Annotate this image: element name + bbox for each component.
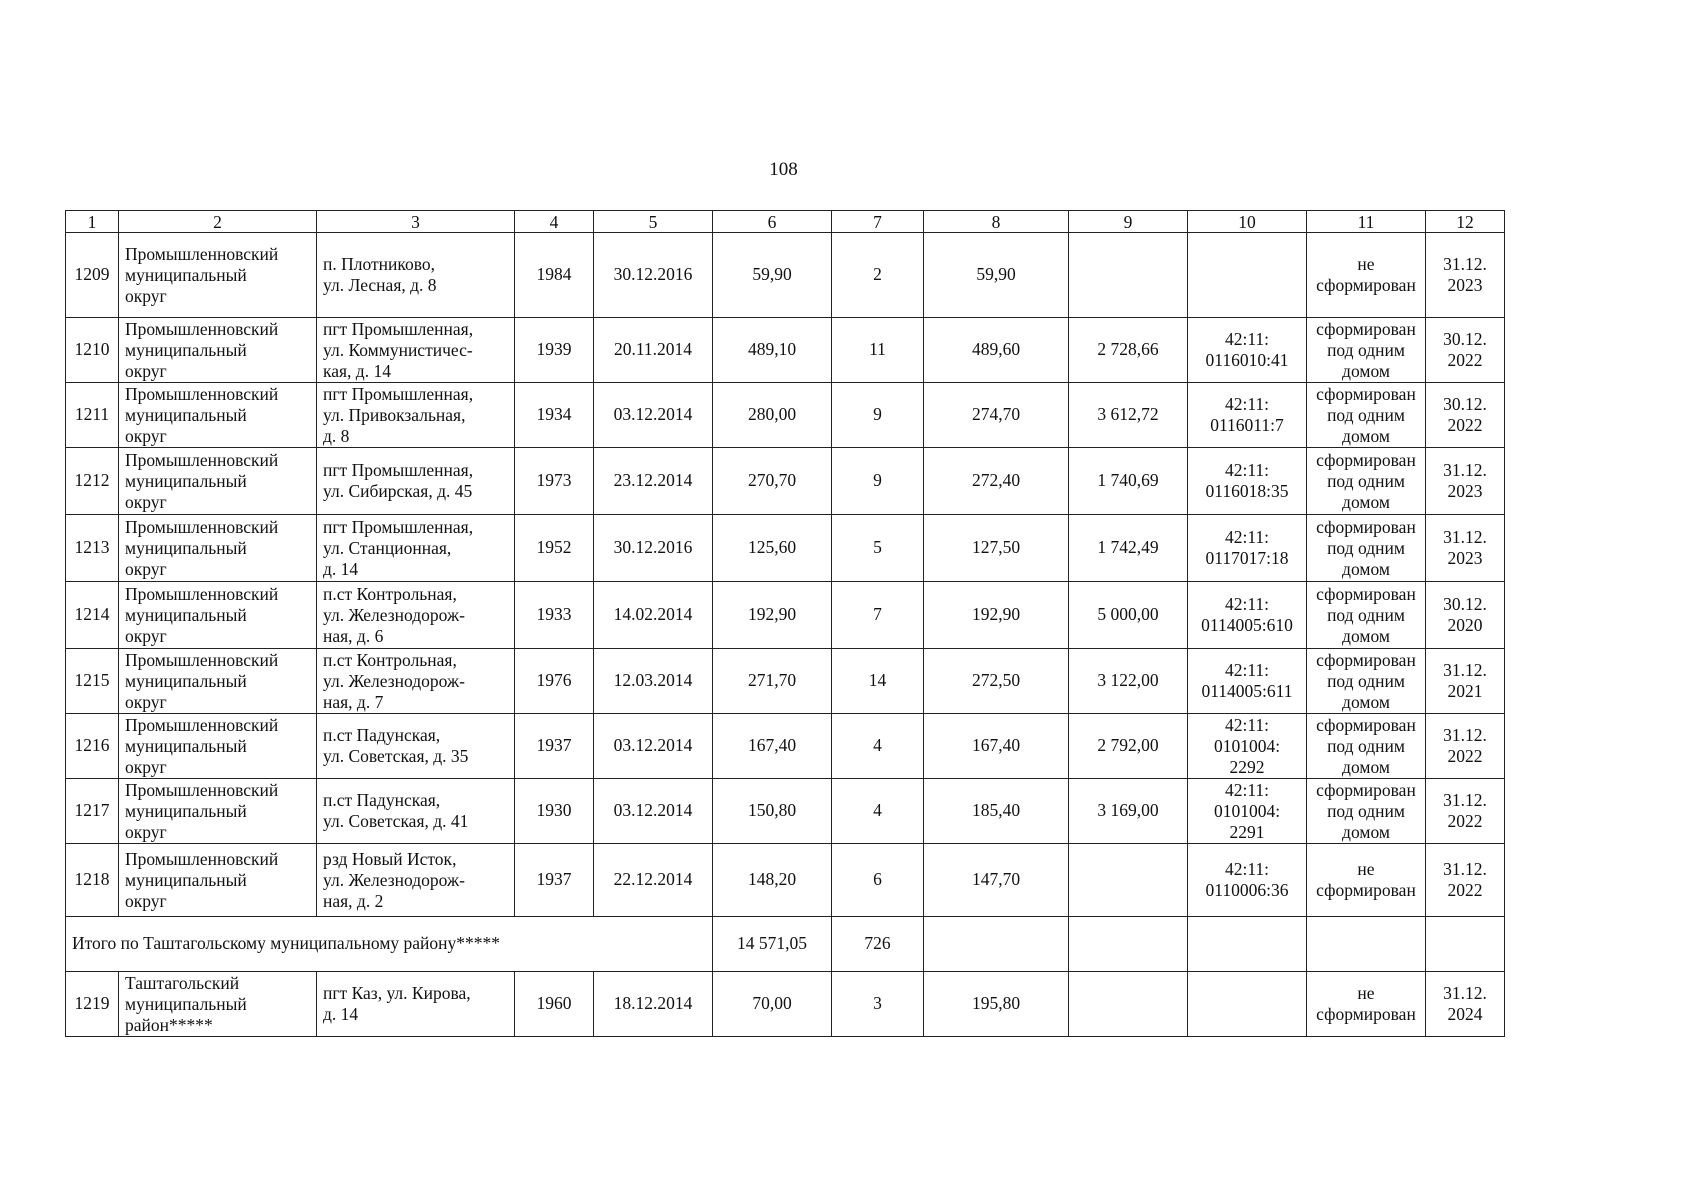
land-area-cell: 1 742,49 [1069, 515, 1188, 582]
total-row [66, 917, 1505, 972]
address-cell: пгт Каз, ул. Кирова, д. 14 [317, 972, 515, 1037]
recognition-date-cell: 23.12.2014 [594, 448, 713, 515]
residents-count-cell: 9 [832, 383, 924, 448]
row-number-cell: 1219 [66, 972, 119, 1037]
address-cell: пгт Промышленная, ул. Коммунистичес- кая, д. 14 [317, 318, 515, 383]
column-header: 8 [924, 211, 1069, 233]
residents-count-cell: 4 [832, 714, 924, 779]
cadastral-number-cell: 42:11: 0101004: 2291 [1188, 779, 1307, 844]
land-status-cell: не сформирован [1307, 972, 1426, 1037]
land-area-cell: 2 792,00 [1069, 714, 1188, 779]
municipality-cell: Таштагольский муниципальный район***** [119, 972, 317, 1037]
recognition-date-cell: 18.12.2014 [594, 972, 713, 1037]
year-built-cell: 1939 [515, 318, 594, 383]
land-area-cell: 1 740,69 [1069, 448, 1188, 515]
empty-cell [1426, 917, 1505, 972]
municipality-cell: Промышленновский муниципальный округ [119, 383, 317, 448]
row-number-cell: 1216 [66, 714, 119, 779]
total-area-cell: 14 571,05 [713, 917, 832, 972]
living-area-cell: 274,70 [924, 383, 1069, 448]
row-number-cell: 1214 [66, 582, 119, 649]
address-cell: пгт Промышленная, ул. Сибирская, д. 45 [317, 448, 515, 515]
total-area-cell: 271,70 [713, 649, 832, 714]
recognition-date-cell: 22.12.2014 [594, 844, 713, 917]
land-status-cell: сформирован под одним домом [1307, 779, 1426, 844]
land-status-cell: сформирован под одним домом [1307, 383, 1426, 448]
living-area-cell: 489,60 [924, 318, 1069, 383]
column-header: 12 [1426, 211, 1505, 233]
column-header: 7 [832, 211, 924, 233]
land-area-cell [1069, 844, 1188, 917]
year-built-cell: 1937 [515, 714, 594, 779]
cadastral-number-cell: 42:11: 0114005:611 [1188, 649, 1307, 714]
municipality-cell: Промышленновский муниципальный округ [119, 318, 317, 383]
total-label: Итого по Таштагольскому муниципальному району***** [66, 917, 713, 972]
land-area-cell [1069, 972, 1188, 1037]
table-row [66, 448, 1505, 515]
deadline-cell: 31.12. 2022 [1426, 844, 1505, 917]
year-built-cell: 1984 [515, 233, 594, 318]
cadastral-number-cell: 42:11: 0116010:41 [1188, 318, 1307, 383]
total-area-cell: 150,80 [713, 779, 832, 844]
row-number-cell: 1218 [66, 844, 119, 917]
deadline-cell: 30.12. 2022 [1426, 318, 1505, 383]
year-built-cell: 1937 [515, 844, 594, 917]
address-cell: п. Плотниково, ул. Лесная, д. 8 [317, 233, 515, 318]
recognition-date-cell: 03.12.2014 [594, 383, 713, 448]
deadline-cell: 31.12. 2024 [1426, 972, 1505, 1037]
land-area-cell: 5 000,00 [1069, 582, 1188, 649]
recognition-date-cell: 14.02.2014 [594, 582, 713, 649]
total-area-cell: 192,90 [713, 582, 832, 649]
total-area-cell: 489,10 [713, 318, 832, 383]
cadastral-number-cell [1188, 972, 1307, 1037]
residents-count-cell: 2 [832, 233, 924, 318]
row-number-cell: 1209 [66, 233, 119, 318]
residents-count-cell: 4 [832, 779, 924, 844]
land-area-cell [1069, 233, 1188, 318]
empty-cell [924, 917, 1069, 972]
row-number-cell: 1217 [66, 779, 119, 844]
cadastral-number-cell: 42:11: 0114005:610 [1188, 582, 1307, 649]
municipality-cell: Промышленновский муниципальный округ [119, 582, 317, 649]
land-status-cell: не сформирован [1307, 844, 1426, 917]
row-number-cell: 1210 [66, 318, 119, 383]
recognition-date-cell: 12.03.2014 [594, 649, 713, 714]
residents-count-cell: 9 [832, 448, 924, 515]
empty-cell [1188, 917, 1307, 972]
empty-cell [1069, 917, 1188, 972]
recognition-date-cell: 30.12.2016 [594, 515, 713, 582]
address-cell: п.ст Контрольная, ул. Железнодорож- ная, д. 6 [317, 582, 515, 649]
table-row [66, 779, 1505, 844]
land-status-cell: сформирован под одним домом [1307, 515, 1426, 582]
recognition-date-cell: 03.12.2014 [594, 779, 713, 844]
recognition-date-cell: 03.12.2014 [594, 714, 713, 779]
page-number: 108 [769, 159, 798, 180]
address-cell: п.ст Падунская, ул. Советская, д. 35 [317, 714, 515, 779]
living-area-cell: 59,90 [924, 233, 1069, 318]
total-residents-cell: 726 [832, 917, 924, 972]
address-cell: пгт Промышленная, ул. Станционная, д. 14 [317, 515, 515, 582]
land-status-cell: сформирован под одним домом [1307, 448, 1426, 515]
total-area-cell: 148,20 [713, 844, 832, 917]
total-area-cell: 167,40 [713, 714, 832, 779]
municipality-cell: Промышленновский муниципальный округ [119, 779, 317, 844]
living-area-cell: 167,40 [924, 714, 1069, 779]
year-built-cell: 1960 [515, 972, 594, 1037]
row-number-cell: 1215 [66, 649, 119, 714]
row-number-cell: 1211 [66, 383, 119, 448]
row-number-cell: 1213 [66, 515, 119, 582]
living-area-cell: 272,50 [924, 649, 1069, 714]
address-cell: рзд Новый Исток, ул. Железнодорож- ная, д. 2 [317, 844, 515, 917]
column-header: 9 [1069, 211, 1188, 233]
table-row [66, 383, 1505, 448]
column-header: 10 [1188, 211, 1307, 233]
column-number-row [66, 211, 1505, 233]
address-cell: пгт Промышленная, ул. Привокзальная, д. 8 [317, 383, 515, 448]
land-status-cell: сформирован под одним домом [1307, 714, 1426, 779]
land-status-cell: сформирован под одним домом [1307, 582, 1426, 649]
living-area-cell: 192,90 [924, 582, 1069, 649]
deadline-cell: 31.12. 2021 [1426, 649, 1505, 714]
land-area-cell: 3 122,00 [1069, 649, 1188, 714]
living-area-cell: 147,70 [924, 844, 1069, 917]
land-status-cell: сформирован под одним домом [1307, 318, 1426, 383]
column-header: 11 [1307, 211, 1426, 233]
deadline-cell: 31.12. 2023 [1426, 515, 1505, 582]
cadastral-number-cell: 42:11: 0117017:18 [1188, 515, 1307, 582]
cadastral-number-cell [1188, 233, 1307, 318]
column-header: 1 [66, 211, 119, 233]
column-header: 2 [119, 211, 317, 233]
cadastral-number-cell: 42:11: 0116011:7 [1188, 383, 1307, 448]
table-row [66, 515, 1505, 582]
land-area-cell: 2 728,66 [1069, 318, 1188, 383]
deadline-cell: 30.12. 2022 [1426, 383, 1505, 448]
deadline-cell: 30.12. 2020 [1426, 582, 1505, 649]
column-header: 3 [317, 211, 515, 233]
land-area-cell: 3 169,00 [1069, 779, 1188, 844]
table-row [66, 318, 1505, 383]
municipality-cell: Промышленновский муниципальный округ [119, 448, 317, 515]
residents-count-cell: 3 [832, 972, 924, 1037]
land-area-cell: 3 612,72 [1069, 383, 1188, 448]
row-number-cell: 1212 [66, 448, 119, 515]
year-built-cell: 1952 [515, 515, 594, 582]
cadastral-number-cell: 42:11: 0101004: 2292 [1188, 714, 1307, 779]
municipality-cell: Промышленновский муниципальный округ [119, 515, 317, 582]
living-area-cell: 195,80 [924, 972, 1069, 1037]
total-area-cell: 59,90 [713, 233, 832, 318]
living-area-cell: 127,50 [924, 515, 1069, 582]
recognition-date-cell: 30.12.2016 [594, 233, 713, 318]
year-built-cell: 1930 [515, 779, 594, 844]
year-built-cell: 1933 [515, 582, 594, 649]
residents-count-cell: 6 [832, 844, 924, 917]
year-built-cell: 1973 [515, 448, 594, 515]
deadline-cell: 31.12. 2022 [1426, 714, 1505, 779]
housing-registry-table [65, 210, 1505, 1037]
residents-count-cell: 5 [832, 515, 924, 582]
residents-count-cell: 7 [832, 582, 924, 649]
total-area-cell: 125,60 [713, 515, 832, 582]
table-row [66, 844, 1505, 917]
year-built-cell: 1976 [515, 649, 594, 714]
total-area-cell: 70,00 [713, 972, 832, 1037]
municipality-cell: Промышленновский муниципальный округ [119, 649, 317, 714]
cadastral-number-cell: 42:11: 0116018:35 [1188, 448, 1307, 515]
residents-count-cell: 14 [832, 649, 924, 714]
table-row [66, 649, 1505, 714]
year-built-cell: 1934 [515, 383, 594, 448]
table-row [66, 233, 1505, 318]
deadline-cell: 31.12. 2023 [1426, 448, 1505, 515]
residents-count-cell: 11 [832, 318, 924, 383]
land-status-cell: сформирован под одним домом [1307, 649, 1426, 714]
column-header: 4 [515, 211, 594, 233]
table-row [66, 582, 1505, 649]
living-area-cell: 185,40 [924, 779, 1069, 844]
column-header: 6 [713, 211, 832, 233]
table-row [66, 714, 1505, 779]
empty-cell [1307, 917, 1426, 972]
total-area-cell: 270,70 [713, 448, 832, 515]
table-row [66, 972, 1505, 1037]
land-status-cell: не сформирован [1307, 233, 1426, 318]
column-header: 5 [594, 211, 713, 233]
deadline-cell: 31.12. 2022 [1426, 779, 1505, 844]
municipality-cell: Промышленновский муниципальный округ [119, 233, 317, 318]
deadline-cell: 31.12. 2023 [1426, 233, 1505, 318]
municipality-cell: Промышленновский муниципальный округ [119, 714, 317, 779]
municipality-cell: Промышленновский муниципальный округ [119, 844, 317, 917]
address-cell: п.ст Падунская, ул. Советская, д. 41 [317, 779, 515, 844]
address-cell: п.ст Контрольная, ул. Железнодорож- ная, д. 7 [317, 649, 515, 714]
total-area-cell: 280,00 [713, 383, 832, 448]
recognition-date-cell: 20.11.2014 [594, 318, 713, 383]
living-area-cell: 272,40 [924, 448, 1069, 515]
cadastral-number-cell: 42:11: 0110006:36 [1188, 844, 1307, 917]
